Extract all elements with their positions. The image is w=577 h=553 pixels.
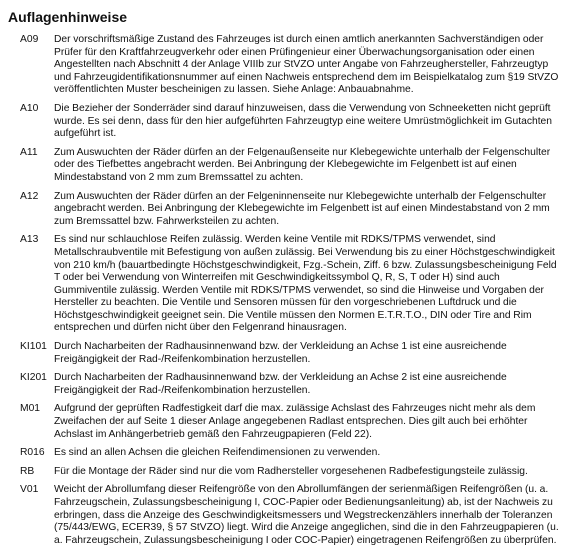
note-text: Weicht der Abrollumfang dieser Reifengröße von den Abrollumfängen der serienmäßigen Reifengrößen (u. a. Fahrzeugschein, Zulassungsbescheinigung I, COC-Papier oder Bedienungsanleitung) ab, ist der Nachweis zu erbringen, dass die Anzeige des Geschwindigkeitsmessers und Wegstreckenzählers innerhalb der Toleranzen (75/443/EWG, ECER39, § 57 StVZO) liegt. Wird die Anzeige angeglichen, sind die in den Fahrzeugpapieren (u. a. Fahrzeugschein, Zulassungsbescheinigung I oder COC-Papier) eingetragenen Reifengrößen zu überprüfen. [54,484,559,546]
notes-list [0,34,577,553]
note-row-rb [0,466,577,479]
note-text: Es sind nur schlauchlose Reifen zulässig. Werden keine Ventile mit RDKS/TPMS verwendet, sind Metallschraubventile mit Befestigung von außen zulässig. Bei Verwendung bis zu einer Höchstgeschwindigkeit von 210 km/h (bauartbedingte Höchstgeschwindigkeit, Fzg.-Schein, Ziff. 6 bzw. Zulassungsbescheinigung Feld T oder bei Verwendung von Winterreifen mit Geschwindigkeitssymbol Q, R, S, T oder H) sind auch Gummiventile zulässig. Werden Ventile mit RDKS/TPMS verwendet, so sind die Hinweise und Vorgaben der Hersteller zu beachten. Die Ventile und Sensoren müssen für den vorgeschriebenen Luftdruck und die Höchstgeschwindigkeit geeignet sein. Die Ventile müssen den Normen E.T.R.T.O., DIN oder Tire and Rim entsprechen und dürfen nicht über den Felgenrand hinausragen. [54,234,557,334]
note-text: Zum Auswuchten der Räder dürfen an der Felgenaußenseite nur Klebegewichte unterhalb der Felgenschulter oder des Tiefbettes angebracht werden. Bei Anbringung der Klebegewichte im Felgenbett ist auf einen Mindestabstand von 2 mm zum Bremssattel zu achten. [54,146,551,183]
note-code: KI201 [20,372,47,384]
document-title: Auflagenhinweise [8,9,128,25]
note-text: Zum Auswuchten der Räder dürfen an der Felgeninnenseite nur Klebegewichte unterhalb der Felgenschulter angebracht werden. Bei Anbringung der Klebegewichte im Felgenbett ist auf einen Mindestabstand von 2 mm zum Bremssattel bzw. Fahrwerksteilen zu achten. [54,190,550,227]
note-row-ki101 [0,341,577,366]
note-row-a13 [0,234,577,335]
note-row-r016 [0,447,577,460]
note-text: Die Bezieher der Sonderräder sind darauf hinzuweisen, dass die Verwendung von Schneeketten nicht geprüft wurde. Es sei denn, dass für den hier aufgeführten Fahrzeugtyp eine weitere Umrüstmöglichkeit im Gutachten aufgeführt ist. [54,102,553,140]
note-code: RB [20,465,35,477]
note-text: Der vorschriftsmäßige Zustand des Fahrzeuges ist durch einen amtlich anerkannten Sachverständigen oder Prüfer für den Kraftfahrzeugverkehr oder einen Prüfingenieur einer Überwachungsorganisation oder einen Angestellten nach Abschnitt 4 der Anlage VIIIb zur StVZO unter Angabe von Fahrzeughersteller, Fahrzeugtyp und Fahrzeugidentifikationsnummer auf einen Nachweis entsprechend dem im Beispielkatalog zum §19 StVZO veröffentlichten Muster bescheinigen zu lassen. Siehe Anlage: Anbauabnahme. [54,34,559,96]
note-code: V01 [20,484,39,496]
note-row-a11 [0,147,577,185]
note-text: Es sind an allen Achsen die gleichen Reifendimensionen zu verwenden. [54,447,381,459]
note-code: A09 [20,34,39,45]
note-code: R016 [20,447,45,459]
note-code: M01 [20,403,41,415]
note-code: A12 [20,190,39,202]
note-code: A11 [20,146,38,158]
note-text: Durch Nacharbeiten der Radhausinnenwand bzw. der Verkleidung an Achse 2 ist eine ausreichende Freigängigkeit der Rad-/Reifenkombination herzustellen. [54,372,507,396]
note-code: A10 [20,102,39,114]
note-text: Für die Montage der Räder sind nur die vom Radhersteller vorgesehenen Radbefestigungsteile zulässig. [54,465,528,477]
note-row-v01 [0,484,577,547]
note-code: KI101 [20,341,47,353]
note-text: Aufgrund der geprüften Radfestigkeit darf die max. zulässige Achslast des Fahrzeuges nicht mehr als dem Zweifachen der auf Seite 1 dieser Anlage angegebenen Radlast entsprechen. Dies gilt auch bei erhöhter Achslast im Anhängerbetrieb gemäß den Fahrzeugpapieren (Feld 22). [54,403,536,440]
note-text: Durch Nacharbeiten der Radhausinnenwand bzw. der Verkleidung an Achse 1 ist eine ausreichende Freigängigkeit der Rad-/Reifenkombination herzustellen. [54,341,507,365]
note-row-ki201 [0,372,577,397]
note-row-m01 [0,403,577,441]
note-code: A13 [20,234,39,246]
note-row-a09 [0,34,577,97]
note-row-a10 [0,103,577,141]
note-row-a12 [0,191,577,229]
